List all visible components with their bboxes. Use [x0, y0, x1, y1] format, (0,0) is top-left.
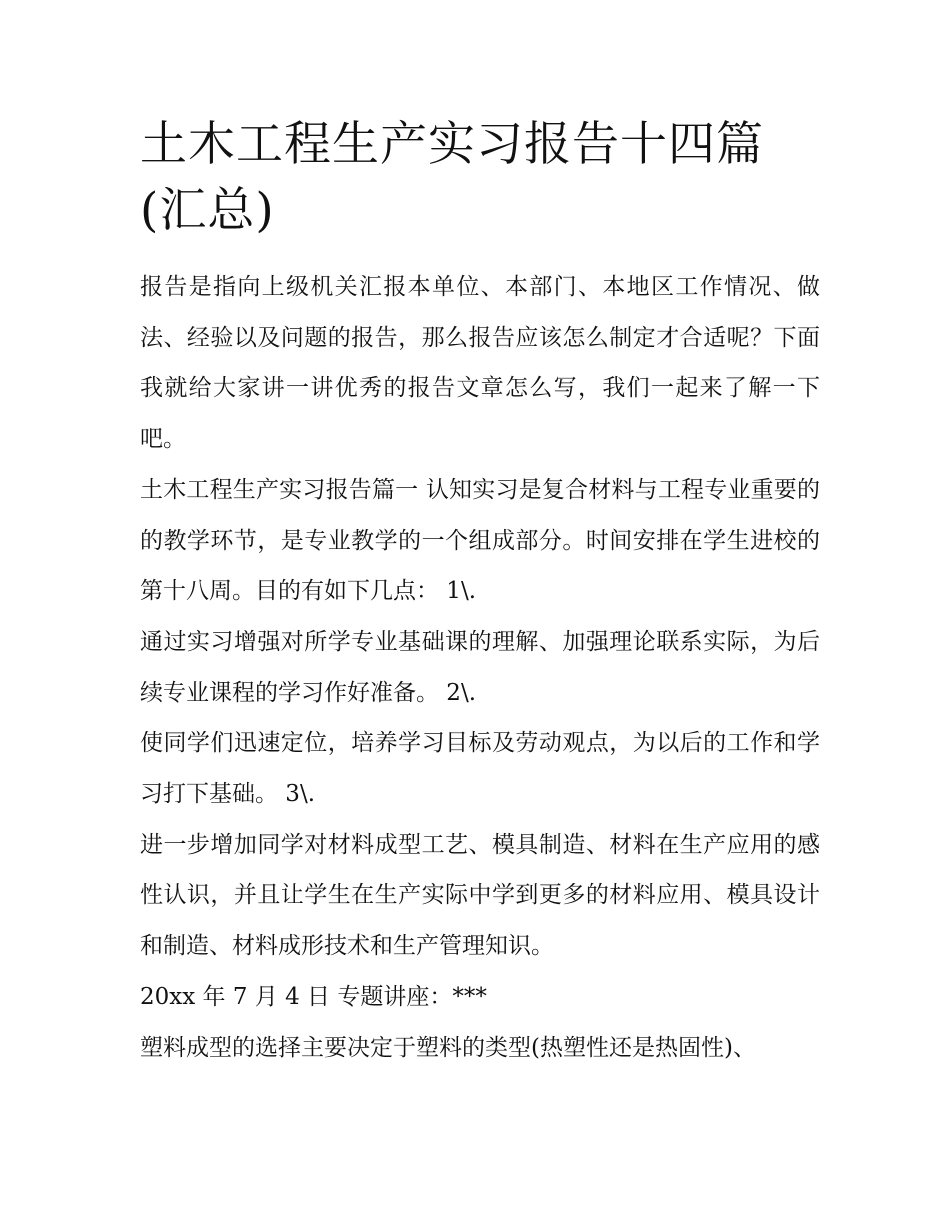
paragraph-date-lecture: 20xx 年 7 月 4 日 专题讲座：***	[140, 983, 487, 1010]
paragraph-intro: 报告是指向上级机关汇报本单位、本部门、本地区工作情况、做法、经验以及问题的报告，那么报告应该怎么制定才合适呢？下面我就给大家讲一讲优秀的报告文章怎么写，我们一起来了解一下吧。	[140, 274, 820, 453]
document-page	[140, 112, 820, 1073]
paragraph-report-1: 土木工程生产实习报告篇一 认知实习是复合材料与工程专业重要的的教学环节，是专业教学的一个组成部分。时间安排在学生进校的第十八周。目的有如下几点： 1\.	[140, 476, 820, 605]
paragraph-point-2: 使同学们迅速定位，培养学习目标及劳动观点，为以后的工作和学习打下基础。 3\.	[140, 730, 820, 808]
paragraph-point-1: 通过实习增强对所学专业基础课的理解、加强理论联系实际，为后续专业课程的学习作好准备。 2\.	[140, 628, 820, 706]
paragraph-plastic-molding: 塑料成型的选择主要决定于塑料的类型(热塑性还是热固性)、	[140, 1034, 756, 1061]
document-title: 土木工程生产实习报告十四篇(汇总)	[140, 117, 764, 238]
paragraph-point-3: 进一步增加同学对材料成型工艺、模具制造、材料在生产应用的感性认识，并且让学生在生产实际中学到更多的材料应用、模具设计和制造、材料成形技术和生产管理知识。	[140, 831, 820, 960]
